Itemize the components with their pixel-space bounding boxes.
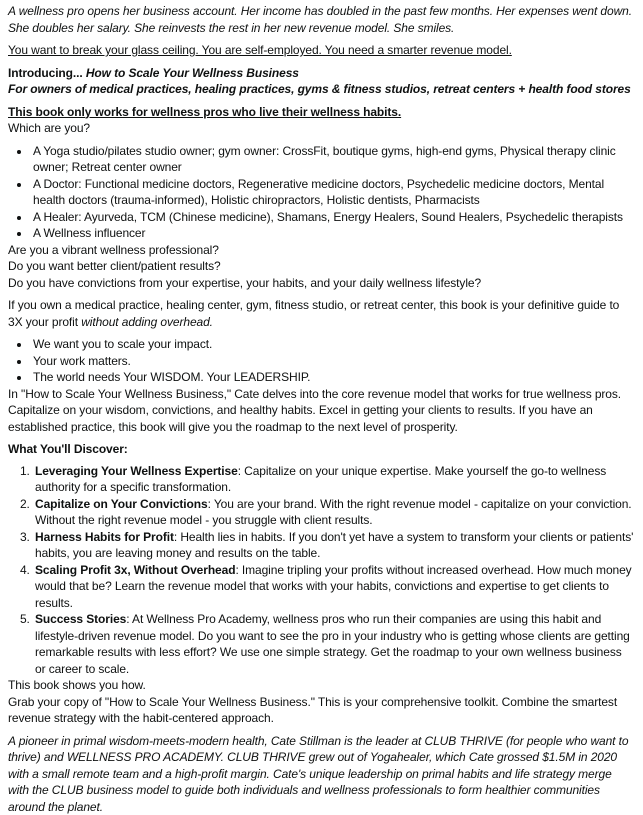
book-title: How to Scale Your Wellness Business (86, 66, 299, 80)
list-item: • A Yoga studio/pilates studio owner; gym owner: CrossFit, boutique gyms, high-end gyms, Physical therapy clinic owner; Retreat center owner (31, 143, 634, 176)
guide-emphasis: without adding overhead. (81, 315, 213, 329)
discover-item-body: : Imagine tripling your profits without increased overhead. How much money would that be? Learn the revenue model that works with your habits, convictions and expertise to get clients to results. (35, 563, 632, 610)
discover-list (8, 463, 634, 678)
closing-line: Grab your copy of "How to Scale Your Wellness Business." This is your comprehensive toolkit. Combine the smartest revenue strategy with the habit-centered approach. (8, 694, 634, 727)
question-line: Do you want better client/patient results? (8, 258, 634, 275)
audience-subtitle: For owners of medical practices, healing practices, gyms & fitness studios, retreat centers + health food stores (8, 81, 634, 98)
questions-block (8, 242, 634, 292)
list-item (33, 611, 634, 677)
guide-paragraph (8, 297, 634, 330)
core-paragraph: In "How to Scale Your Wellness Business," Cate delves into the core revenue model that works for true wellness pros. Capitalize on your wisdom, convictions, and healthy habits. Excel in getting your clients to results. If you have an established practice, this book will give you the roadmap to the next level of prosperity. (8, 386, 634, 436)
introducing-prefix: Introducing... (8, 66, 86, 80)
discover-item-title: Capitalize on Your Convictions (35, 497, 208, 511)
list-item (33, 496, 634, 529)
author-bio: A pioneer in primal wisdom-meets-modern health, Cate Stillman is the leader at CLUB THRIVE (for people who want to thrive) and WELLNESS PRO ACADEMY. CLUB THRIVE grew out of Yogahealer, which Cate grossed $1.5M in 2020 with a small remote team and a high-profit margin. Cate's unique leadership on primal habits and life strategy merge with the CLUB business model to guide both individuals and wellness professionals to form healthier communities around the planet. (8, 733, 634, 815)
list-item: • A Wellness influencer (31, 225, 634, 242)
list-item: • We want you to scale your impact. (31, 336, 634, 353)
list-item: • Your work matters. (31, 353, 634, 370)
discover-item-body: : You are your brand. With the right revenue model - capitalize on your conviction. Without the right revenue model - you struggle with client results. (35, 497, 632, 528)
discover-item-title: Scaling Profit 3x, Without Overhead (35, 563, 235, 577)
guide-text: If you own a medical practice, healing center, gym, fitness studio, or retreat center, this book is your definitive guide to 3X your profit (8, 298, 619, 329)
discover-heading: What You'll Discover: (8, 441, 634, 458)
qualifier-block (8, 104, 634, 137)
discover-item-body: : Capitalize on your unique expertise. Make yourself the go-to wellness authority for a specific transformation. (35, 464, 606, 495)
mission-list (8, 336, 634, 386)
closing-block (8, 677, 634, 727)
which-are-you-question: Which are you? (8, 120, 634, 137)
list-item: • A Doctor: Functional medicine doctors, Regenerative medicine doctors, Psychedelic medicine doctors, Mental health doctors (trauma-informed), Holistic chiropractors, Holistic dentists, Pharmacists (31, 176, 634, 209)
hook-line: You want to break your glass ceiling. You are self-employed. You need a smarter revenue model. (8, 42, 634, 59)
discover-item-title: Leveraging Your Wellness Expertise (35, 464, 238, 478)
list-item (33, 463, 634, 496)
list-item (33, 529, 634, 562)
discover-item-title: Success Stories (35, 612, 126, 626)
qualifier-heading: This book only works for wellness pros who live their wellness habits. (8, 104, 634, 121)
intro-paragraph: A wellness pro opens her business account. Her income has doubled in the past few months. Her expenses went down. She doubles her salary. She reinvests the rest in her new revenue model. She smiles. (8, 3, 634, 36)
discover-item-body: : At Wellness Pro Academy, wellness pros who run their companies are using this habit and lifestyle-driven revenue model. Do you want to see the pro in your industry who is getting whose clients are getting remarkable results with less effort? We use one simple strategy. Get the roadmap to your own wellness business or career to scale. (35, 612, 630, 676)
question-line: Are you a vibrant wellness professional? (8, 242, 634, 259)
closing-line: This book shows you how. (8, 677, 634, 694)
discover-item-body: : Health lies in habits. If you don't yet have a system to transform your clients or patients' habits, you are leaving money and results on the table. (35, 530, 633, 561)
list-item (33, 562, 634, 612)
introducing-paragraph (8, 65, 634, 98)
discover-item-title: Harness Habits for Profit (35, 530, 174, 544)
question-line: Do you have convictions from your expertise, your habits, and your daily wellness lifestyle? (8, 275, 634, 292)
list-item: • A Healer: Ayurveda, TCM (Chinese medicine), Shamans, Energy Healers, Sound Healers, Psychedelic therapists (31, 209, 634, 226)
audience-list (8, 143, 634, 242)
list-item: • The world needs Your WISDOM. Your LEADERSHIP. (31, 369, 634, 386)
